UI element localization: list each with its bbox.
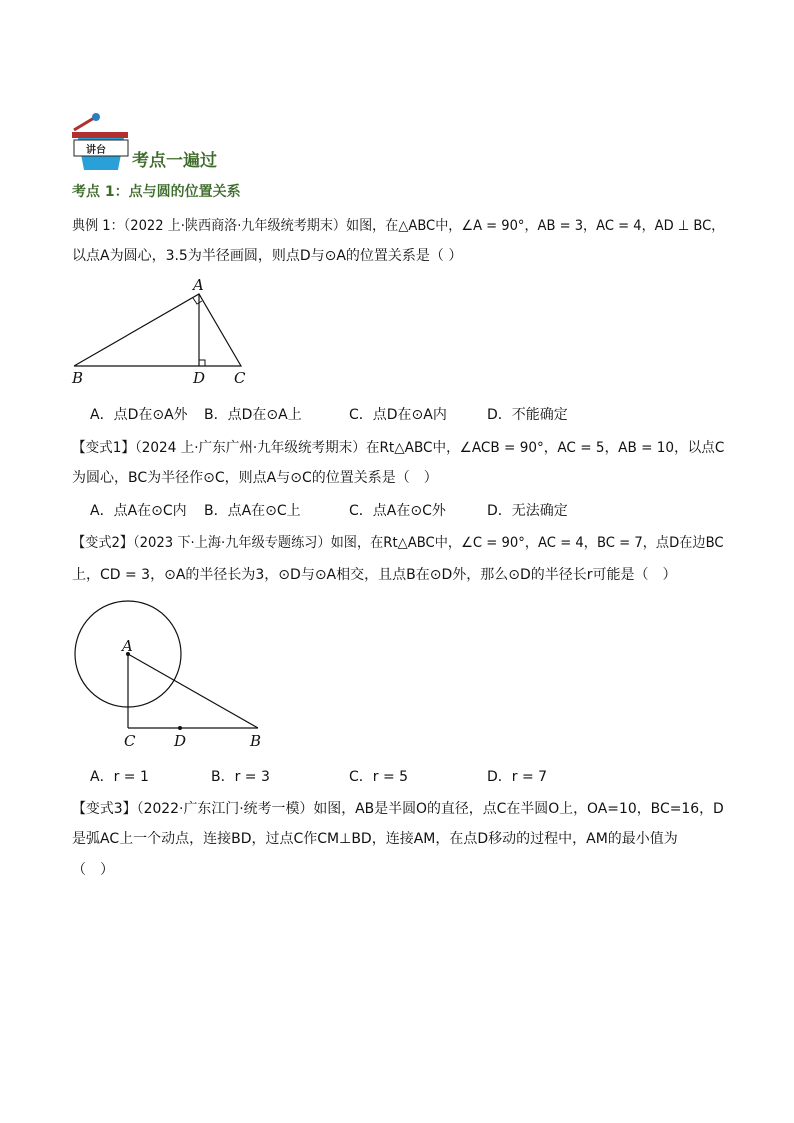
variant2-line1: 【变式2】（2023 下·上海·九年级专题练习）如图，在Rt△ABC中，∠C = 90°，AC = 4，BC = 7，点D在边BC bbox=[72, 535, 724, 551]
label-B: B bbox=[72, 369, 84, 386]
variant1-line2: 为圆心，BC为半径作⊙C，则点A与⊙C的位置关系是（ ） bbox=[72, 470, 438, 486]
circle-triangle-figure-2 bbox=[70, 596, 270, 752]
section-subtitle: 考点 1：点与圆的位置关系 bbox=[72, 184, 241, 200]
label-A2: A bbox=[122, 637, 133, 655]
example1-option-d[interactable]: D．不能确定 bbox=[487, 407, 568, 423]
example1-option-a[interactable]: A．点D在⊙A外 bbox=[90, 407, 188, 423]
label-C2: C bbox=[124, 732, 136, 750]
example1-option-c[interactable]: C．点D在⊙A内 bbox=[349, 407, 447, 423]
label-A: A bbox=[193, 276, 204, 294]
variant1-option-d[interactable]: D．无法确定 bbox=[487, 503, 568, 519]
section-title: 考点一遍过 bbox=[132, 151, 217, 171]
variant2-option-a[interactable]: A．r = 1 bbox=[90, 769, 149, 785]
variant1-option-a[interactable]: A．点A在⊙C内 bbox=[90, 503, 187, 519]
variant2-option-d[interactable]: D．r = 7 bbox=[487, 769, 548, 785]
variant3-line2: 是弧AC上一个动点，连接BD，过点C作CM⊥BD，连接AM，在点D移动的过程中，AM的最小值为 bbox=[72, 831, 678, 847]
example1-line2: 以点A为圆心，3.5为半径画圆，则点D与⊙A的位置关系是（ ） bbox=[72, 248, 463, 264]
label-B2: B bbox=[250, 732, 262, 750]
variant1-line1: 【变式1】（2024 上·广东广州·九年级统考期末）在Rt△ABC中，∠ACB = 90°，AC = 5，AB = 10，以点C bbox=[72, 440, 725, 456]
label-C: C bbox=[234, 369, 246, 386]
example1-line1: 典例 1：（2022 上·陕西商洛·九年级统考期末）如图，在△ABC中，∠A = 90°，AB = 3，AC = 4，AD ⊥ BC， bbox=[72, 218, 725, 234]
example1-option-b[interactable]: B．点D在⊙A上 bbox=[204, 407, 302, 423]
variant2-option-b[interactable]: B．r = 3 bbox=[211, 769, 270, 785]
variant3-line3: （ ） bbox=[72, 862, 114, 878]
variant3-line1: 【变式3】（2022·广东江门·统考一模）如图，AB是半圆O的直径，点C在半圆O上，OA=10，BC=16，D bbox=[72, 801, 724, 817]
label-D: D bbox=[193, 369, 206, 386]
variant1-option-c[interactable]: C．点A在⊙C外 bbox=[349, 503, 446, 519]
label-D2: D bbox=[174, 732, 187, 750]
triangle-figure-1 bbox=[66, 276, 256, 386]
podium-label: 讲台 bbox=[86, 145, 106, 156]
variant2-option-c[interactable]: C．r = 5 bbox=[349, 769, 409, 785]
podium-icon bbox=[68, 112, 134, 172]
variant1-option-b[interactable]: B．点A在⊙C上 bbox=[204, 503, 301, 519]
variant2-line2: 上，CD = 3，⊙A的半径长为3，⊙D与⊙A相交，且点B在⊙D外，那么⊙D的半径长r可能是（ ） bbox=[72, 567, 677, 583]
